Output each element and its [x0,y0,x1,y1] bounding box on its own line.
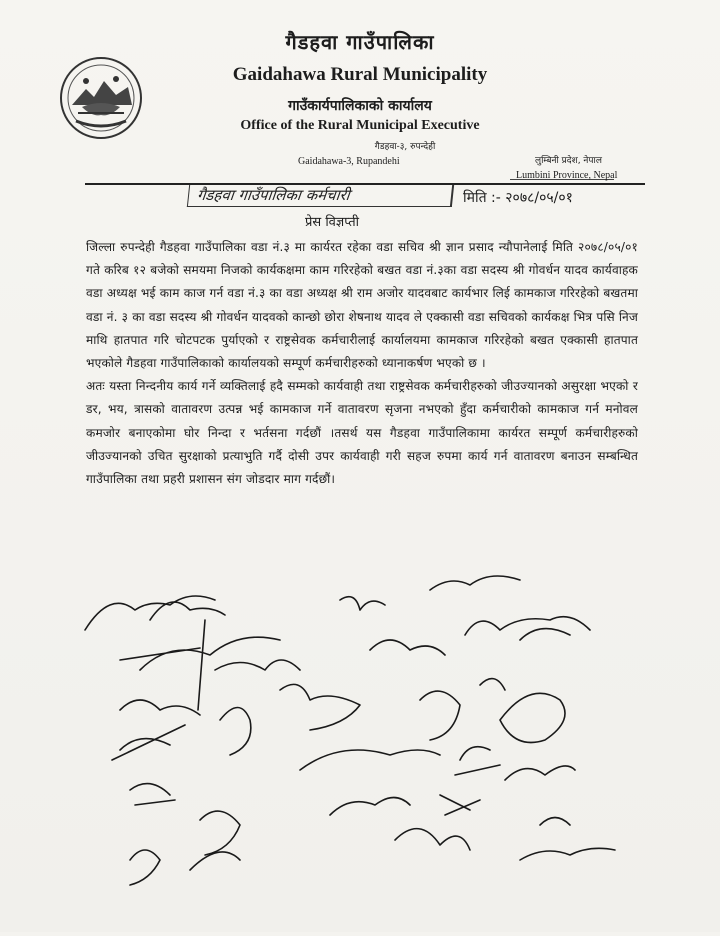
province-np: लुम्बिनी प्रदेश, नेपाल [535,156,602,166]
signatures-image [0,560,720,932]
address-en: Gaidahawa-3, Rupandehi [298,156,400,167]
office-name-np: गाउँकार्यपालिकाको कार्यालय [288,98,432,114]
press-release-heading: प्रेस विज्ञप्ती [305,215,360,230]
address-np: गैडहवा-३, रुपन्देही [374,142,436,152]
office-name-en: Office of the Rural Municipal Executive [240,118,480,133]
municipality-title-np: गैडहवा गाउँपालिका [285,30,435,54]
document-date: मिति :- २०७८/०५/०१ [463,190,573,206]
handwritten-title: गैडहवा गाउँपालिका कर्मचारी [187,185,454,207]
signatures-area [0,560,720,932]
paragraph-1: जिल्ला रुपन्देही गैडहवा गाउँपालिका वडा नं.३ मा कार्यरत रहेका वडा सचिव श्री ज्ञान प्रसाद न्यौपानेलाई मिति २०७८/०५/०१ गते करिब १२ बजेको समयमा निजको कार्यकक्षमा काम गरिरहेको बखत वडा नं.३का वडा सदस्य श्री गोवर्धन यादव कार्यवाहक वडा अध्यक्ष भई काम काज गर्न वडा नं.३ का वडा अध्यक्ष श्री राम अजोर यादवबाट कार्यभार लिई कामकाज गरिरहेको बखतमा वडा नं. ३ का वडा सदस्य श्री गोवर्धन यादवको कान्छो छोरा शेषनाथ यादव ले एक्कासी वडा सचिवको कार्यकक्ष भित्र पसि निज माथि हातपात गरि चोटपटक पुर्याएको र राष्ट्रसेवक कर्मचारीलाई कार्यालयमा कामकाज गरिरहेको बखत एक्कासी हातपात भएकोले गैडहवा गाउँपालिकाको कार्यालयको सम्पूर्ण कर्मचारीहरुको ध्यानाकर्षण भएको छ । [86,240,638,371]
paragraph-2: अतः यस्ता निन्दनीय कार्य गर्ने व्यक्तिलाई हदै सम्मको कार्यवाही तथा राष्ट्रसेवक कर्मचारीहरुको जीउज्यानको असुरक्षा भएको र डर, भय, त्रासको वातावरण उत्पन्न भई कामकाज गर्ने वातावरण सृजना नभएको हुँदा कर्मचारीको कामकाज गर्न मनोवल कमजोर बनाएकोमा घोर निन्दा र भर्तसना गर्दछौं ।तसर्थ यस गैडहवा गाउँपालिकामा कार्यरत सम्पूर्ण कर्मचारीहरुको जीउज्यानको उचित सुरक्षाको प्रत्याभुति गर्दै दोसी उपर कार्यवाही गरी सहज रुपमा कार्य गर्न वातावरण बनाउन सम्बन्धित गाउँपालिका तथा प्रहरी प्रशासन संग जोडदार माग गर्दछौं। [86,379,638,487]
letter-body [86,236,638,491]
province-en: Lumbini Province, Nepal [516,170,618,181]
municipality-title-en: Gaidahawa Rural Municipality [232,64,488,85]
